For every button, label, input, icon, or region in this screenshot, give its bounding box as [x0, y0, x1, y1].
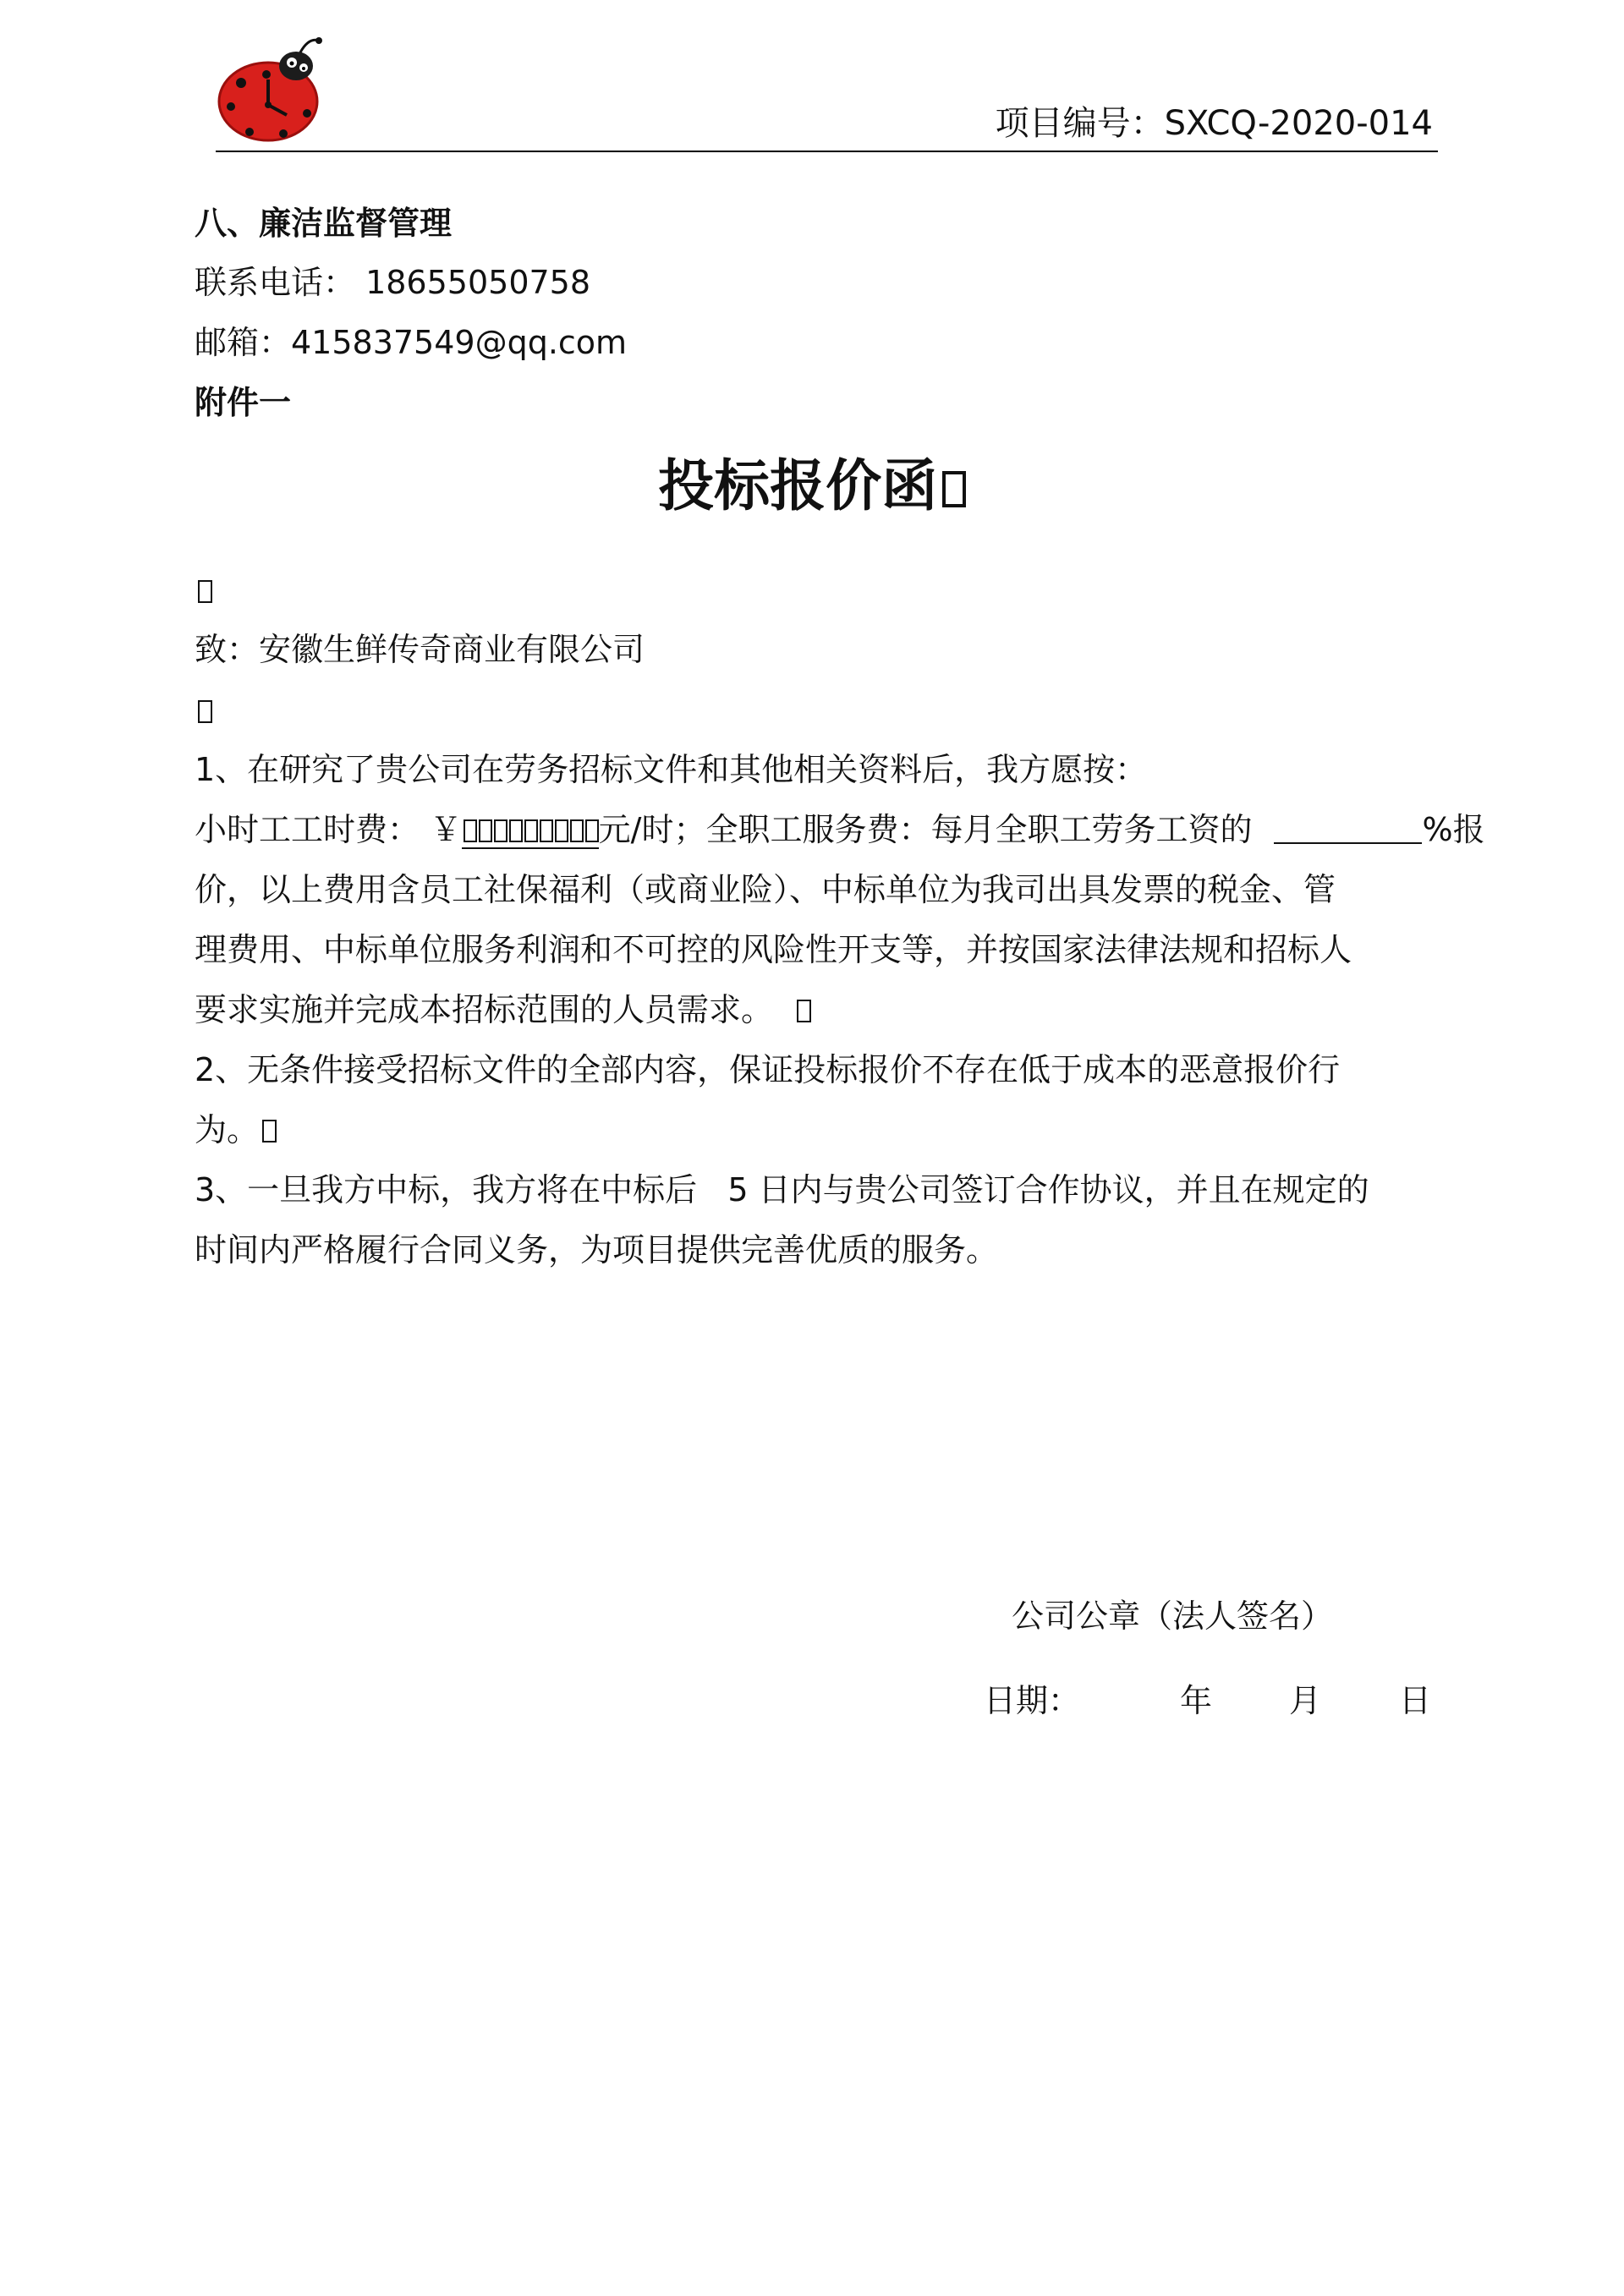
company-seal-label: 公司公章（法人签名） [1012, 1597, 1334, 1635]
percent-blank [1274, 808, 1422, 844]
project-number: 项目编号：SXCQ-2020-014 [995, 104, 1433, 143]
paragraph-1-line-5 [195, 986, 811, 1033]
title-text: 投标报价函 [658, 453, 938, 518]
placeholder-glyph [198, 700, 212, 723]
recipient: 致：安徽生鲜传奇商业有限公司 [195, 631, 645, 668]
paragraph-1-line-1: 1、在研究了贵公司在劳务招标文件和其他相关资料后，我方愿按： [195, 751, 1148, 788]
ladybug-clock-logo-icon [216, 32, 326, 142]
paragraph-2-line-2-text: 为。 [195, 1111, 260, 1148]
placeholder-glyph [198, 580, 212, 603]
service-fee-label: 元/时；全职工服务费：每月全职工劳务工资的 [598, 811, 1253, 848]
paragraph-1-line-2 [195, 806, 1485, 853]
placeholder-glyph [797, 1000, 811, 1022]
paragraph-3-line-2: 时间内严格履行合同义务，为项目提供完善优质的服务。 [195, 1231, 999, 1269]
section-heading: 八、廉洁监督管理 [195, 205, 453, 242]
percent-suffix: %报 [1422, 811, 1485, 848]
header-rule [216, 151, 1438, 152]
paragraph-1-line-5-text: 要求实施并完成本招标范围的人员需求。 [195, 991, 774, 1028]
page-title [0, 448, 1624, 524]
hourly-fee-label: 小时工工时费： ￥ [195, 811, 463, 848]
date-year: 年 [1180, 1682, 1213, 1719]
placeholder-glyph [262, 1120, 277, 1143]
date-month: 月 [1289, 1682, 1322, 1719]
paragraph-2-line-1: 2、无条件接受招标文件的全部内容，保证投标报价不存在低于成本的恶意报价行 [195, 1051, 1341, 1088]
paragraph-2-line-2 [195, 1106, 277, 1153]
contact-email: 邮箱：415837549@qq.com [195, 324, 628, 361]
empty-paragraph [195, 687, 212, 734]
placeholder-glyph [942, 471, 966, 507]
empty-paragraph [195, 567, 212, 614]
date-day: 日 [1399, 1682, 1432, 1719]
attachment-label: 附件一 [195, 384, 292, 421]
paragraph-3-line-1: 3、一旦我方中标，我方将在中标后 5 日内与贵公司签订合作协议，并且在规定的 [195, 1171, 1369, 1208]
paragraph-1-line-4: 理费用、中标单位服务利润和不可控的风险性开支等，并按国家法律法规和招标人 [195, 931, 1352, 968]
contact-phone: 联系电话： 18655050758 [195, 264, 591, 301]
date-label: 日期： [984, 1682, 1081, 1719]
paragraph-1-line-3: 价，以上费用含员工社保福利（或商业险）、中标单位为我司出具发票的税金、管 [195, 871, 1336, 908]
hourly-fee-blank [462, 814, 599, 849]
